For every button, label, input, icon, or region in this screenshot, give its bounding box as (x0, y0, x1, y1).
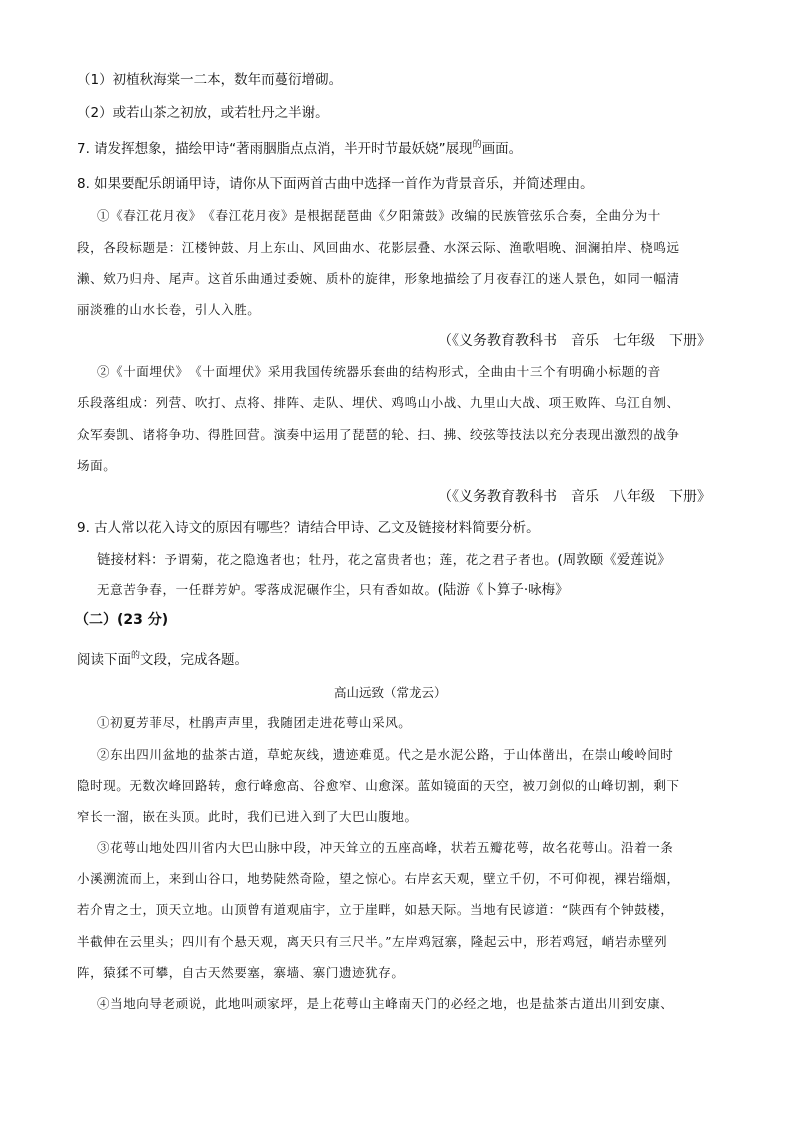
link-material-quote-2: 无意苦争春，一任群芳妒。零落成泥碾作尘，只有香如故。 (97, 582, 438, 597)
quote-line-1: （1）初植秋海棠一二本，数年而蔓衍增砌。 (77, 72, 343, 88)
paragraph-3-line-5: 阵，猿猱不可攀，自古天然要塞，寨墙、寨门遗迹犹存。 (77, 965, 405, 980)
quote-line-2: （2）或若山茶之初放，或若牡丹之半谢。 (77, 105, 329, 121)
link-material-line-2 (97, 578, 569, 598)
music-1-line-1: ①《春江花月夜》 《春江花月夜》是根据琵琶曲《夕阳箫鼓》改编的民族管弦乐合奏，全曲分为十 (97, 208, 661, 223)
paragraph-2-line-3: 窄长一溜，嵌在头顶。此时，我们已进入到了大巴山腹地。 (77, 809, 418, 824)
paragraph-3-line-2: 小溪溯流而上，来到山谷口，地势陡然奇险，望之惊心。右岸玄天观，壁立千仞，不可仰视，裸岩缁烟， (77, 871, 680, 886)
paragraph-4-line-1: ④当地向导老顽说，此地叫顽家坪，是上花萼山主峰南天门的必经之地，也是盐茶古道出川到安康、 (97, 996, 674, 1011)
paragraph-1: ①初夏芳菲尽，杜鹃声声里，我随团走进花萼山采风。 (97, 715, 412, 730)
music-1-line-2: 段，各段标题是：江楼钟鼓、月上东山、风回曲水、花影层叠、水深云际、渔歌唱晚、洄澜拍岸、桡鸣远 (77, 240, 680, 255)
article-title: 高山远致（常龙云） (334, 685, 447, 700)
music-1-line-3: 濑、欸乃归舟、尾声。这首乐曲通过委婉、质朴的旋律，形象地描绘了月夜春江的迷人景色，如同一幅清 (77, 271, 680, 286)
music-2-line-3: 众军奏凯、诸将争功、得胜回营。演奏中运用了琵琶的轮、扫、拂、绞弦等技法以充分表现出激烈的战争 (77, 427, 680, 442)
question-7 (77, 137, 522, 157)
paragraph-2-line-2: 隐时现。无数次峰回路转，愈行峰愈高、谷愈窄、山愈深。蓝如镜面的天空，被刀剑似的山峰切割，剩下 (77, 778, 680, 793)
paragraph-2-line-1: ②东出四川盆地的盐茶古道，草蛇灰线，遗迹难觅。代之是水泥公路，于山体凿出，在崇山峻岭间时 (97, 747, 674, 762)
reading-instruction-superscript: 的 (131, 651, 141, 661)
question-7-superscript: 的 (472, 140, 482, 150)
reading-instruction (77, 648, 248, 668)
link-material-source-1: (周敦颐《爱莲说》 (557, 552, 671, 568)
link-material-source-2: (陆游《卜算子·咏梅》 (437, 582, 569, 598)
question-7-text-end: 画面。 (481, 141, 523, 157)
source-citation-1: （《义务教育教科书 音乐 七年级 下册》 (438, 333, 711, 349)
paragraph-3-line-3: 若介胄之士，顶天立地。山顶曾有道观庙宇，立于崖畔，如悬天际。当地有民谚道：“陕西有个钟鼓楼， (77, 902, 674, 917)
music-2-line-1: ②《十面埋伏》 《十面埋伏》采用我国传统器乐套曲的结构形式，全曲由十三个有明确小标题的音 (97, 364, 661, 379)
source-citation-2: （《义务教育教科书 音乐 八年级 下册》 (438, 489, 711, 505)
question-8: 8. 如果要配乐朗诵甲诗，请你从下面两首古曲中选择一首作为背景音乐，并简述理由。 (77, 176, 594, 192)
section-heading: （二）(23 分) (75, 612, 169, 628)
paragraph-3-line-4: 半截伸在云里头；四川有个悬天观，离天只有三尺半。”左岸鸡冠寨，隆起云中，形若鸡冠，峭岩赤壁列 (77, 934, 668, 949)
music-2-line-2: 乐段落组成：列营、吹打、点将、排阵、走队、埋伏、鸡鸣山小战、九里山大战、项王败阵、乌江自刎、 (77, 395, 680, 410)
music-2-line-4: 场面。 (77, 458, 117, 473)
paragraph-3-line-1: ③花萼山地处四川省内大巴山脉中段，冲天耸立的五座高峰，状若五瓣花萼，故名花萼山。沿着一条 (97, 840, 674, 855)
reading-instruction-text: 阅读下面 (77, 652, 131, 668)
music-1-line-4: 丽淡雅的山水长卷，引人入胜。 (77, 302, 261, 317)
link-material-line-1 (97, 548, 671, 568)
link-material-label: 链接材料： (97, 552, 165, 568)
reading-instruction-text-end: 文段，完成各题。 (140, 652, 249, 668)
question-9: 9. 古人常以花入诗文的原因有哪些？请结合甲诗、乙文及链接材料简要分析。 (77, 520, 540, 536)
link-material-quote-1: 予谓菊，花之隐逸者也；牡丹，花之富贵者也；莲，花之君子者也。 (164, 552, 558, 567)
question-7-text: 7. 请发挥想象，描绘甲诗“著雨胭脂点点消，半开时节最妖娆”展现 (77, 141, 473, 157)
